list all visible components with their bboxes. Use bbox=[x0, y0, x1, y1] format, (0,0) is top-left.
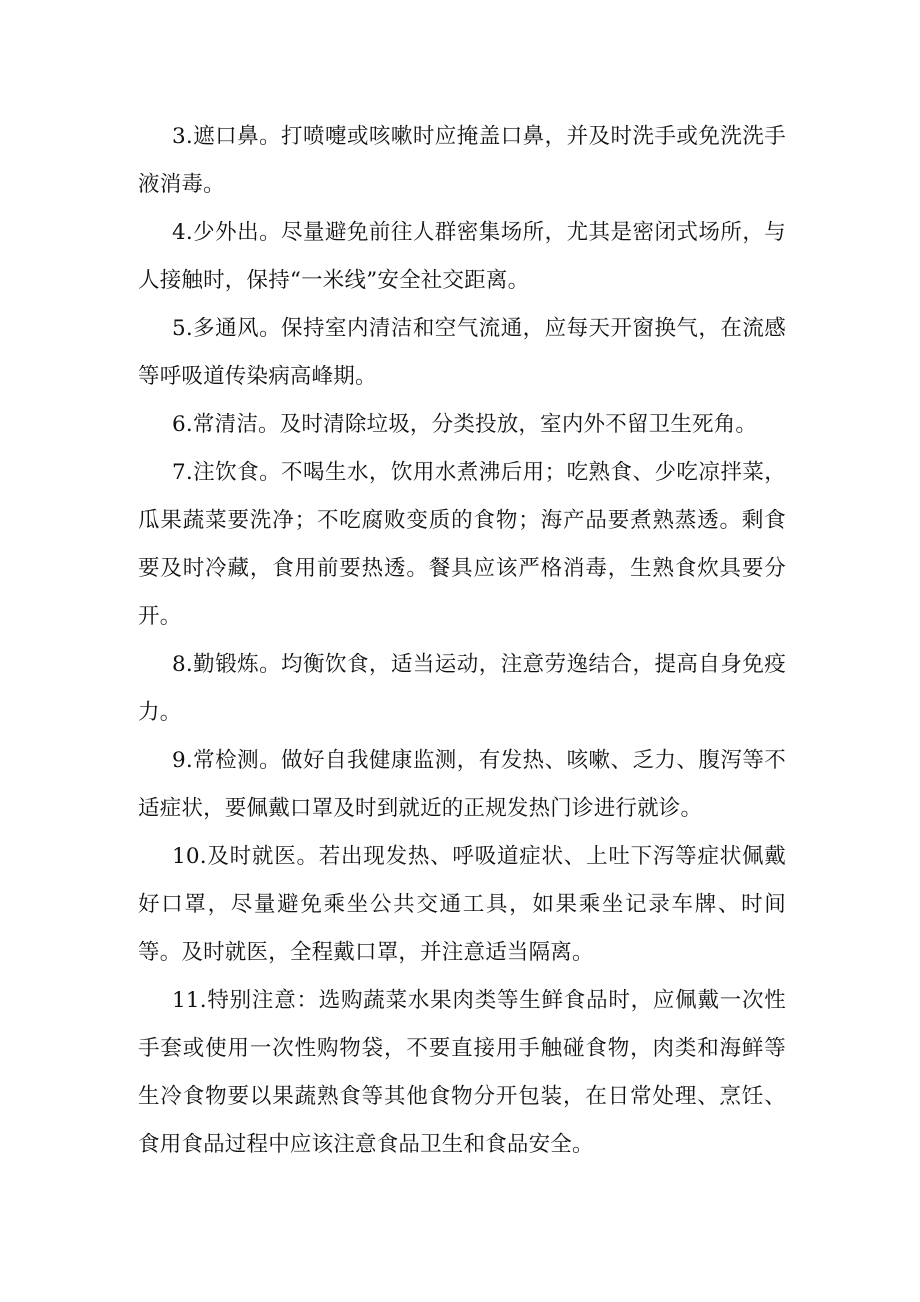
paragraph-item-5: 5.多通风。保持室内清洁和空气流通，应每天开窗换气，在流感等呼吸道传染病高峰期。 bbox=[138, 316, 786, 389]
document-page bbox=[138, 113, 786, 1169]
paragraph-item-9: 9.常检测。做好自我健康监测，有发热、咳嗽、乏力、腹泻等不适症状，要佩戴口罩及时到就近的正规发热门诊进行就诊。 bbox=[138, 748, 786, 821]
paragraph-item-6: 6.常清洁。及时清除垃圾，分类投放，室内外不留卫生死角。 bbox=[172, 412, 758, 437]
paragraph-item-11: 11.特别注意：选购蔬菜水果肉类等生鲜食品时，应佩戴一次性手套或使用一次性购物袋，不要直接用手触碰食物，肉类和海鲜等生冷食物要以果蔬熟食等其他食物分开包装，在日常处理、烹饪、食用食品过程中应该注意食品卫生和食品安全。 bbox=[138, 988, 786, 1157]
paragraph-item-4: 4.少外出。尽量避免前往人群密集场所，尤其是密闭式场所，与人接触时，保持“一米线”安全社交距离。 bbox=[138, 220, 786, 293]
paragraph-item-3: 3.遮口鼻。打喷嚏或咳嗽时应掩盖口鼻，并及时洗手或免洗洗手液消毒。 bbox=[138, 124, 786, 197]
paragraph-item-10: 10.及时就医。若出现发热、呼吸道症状、上吐下泻等症状佩戴好口罩，尽量避免乘坐公共交通工具，如果乘坐记录车牌、时间等。及时就医，全程戴口罩，并注意适当隔离。 bbox=[138, 844, 786, 965]
paragraph-item-8: 8.勤锻炼。均衡饮食，适当运动，注意劳逸结合，提高自身免疫力。 bbox=[138, 652, 786, 725]
paragraph-item-7: 7.注饮食。不喝生水，饮用水煮沸后用；吃熟食、少吃凉拌菜，瓜果蔬菜要洗净；不吃腐败变质的食物；海产品要煮熟蒸透。剩食要及时冷藏，食用前要热透。餐具应该严格消毒，生熟食炊具要分开。 bbox=[138, 460, 786, 629]
